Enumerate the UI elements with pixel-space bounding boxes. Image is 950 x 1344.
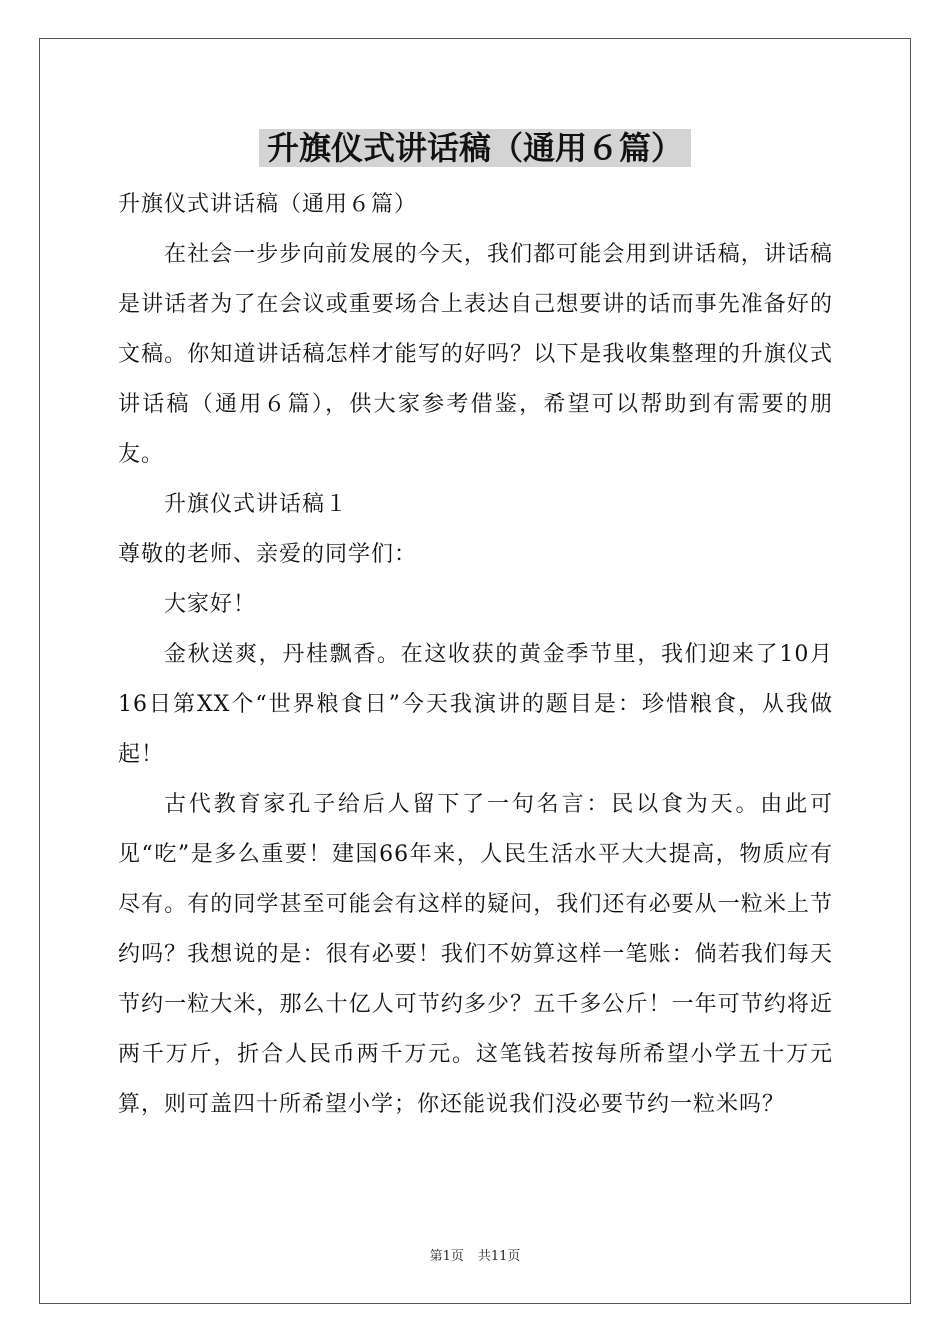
paragraph-speech-body: 古代教育家孔子给后人留下了一句名言：民以食为天。由此可见“吃”是多么重要！建国66年来，人民生活水平大大提高，物质应有尽有。有的同学甚至可能会有这样的疑问，我们还有必要从一粒米上节约吗？我想说的是：很有必要！我们不妨算这样一笔账：倘若我们每天节约一粒大米，那么十亿人可节约多少？五千多公斤！一年可节约将近两千万斤，折合人民币两千万元。这笔钱若按每所希望小学五十万元算，则可盖四十所希望小学；你还能说我们没必要节约一粒米吗？	[118, 792, 833, 1117]
page-footer	[0, 1248, 950, 1266]
page-number: 第1页	[429, 1249, 464, 1264]
paragraph-intro: 在社会一步步向前发展的今天，我们都可能会用到讲话稿，讲话稿是讲话者为了在会议或重要场合上表达自己想要讲的话而事先准备好的文稿。你知道讲话稿怎样才能写的好吗？以下是我收集整理的升旗仪式讲话稿（通用６篇），供大家参考借鉴，希望可以帮助到有需要的朋友。	[118, 242, 833, 467]
document-title-text: 升旗仪式讲话稿（通用６篇）	[259, 129, 691, 167]
paragraph-subtitle: 升旗仪式讲话稿（通用６篇）	[118, 192, 418, 217]
paragraph-greeting: 大家好！	[164, 592, 257, 617]
document-title	[0, 126, 950, 170]
paragraph-salutation: 尊敬的老师、亲爱的同学们：	[118, 542, 418, 567]
page-total: 共11页	[477, 1249, 521, 1264]
document-body	[118, 180, 833, 1130]
section-heading: 升旗仪式讲话稿１	[164, 492, 349, 517]
paragraph-speech-opening: 金秋送爽，丹桂飘香。在这收获的黄金季节里，我们迎来了10月16日第XX个“世界粮食日”今天我演讲的题目是：珍惜粮食，从我做起！	[118, 642, 833, 767]
